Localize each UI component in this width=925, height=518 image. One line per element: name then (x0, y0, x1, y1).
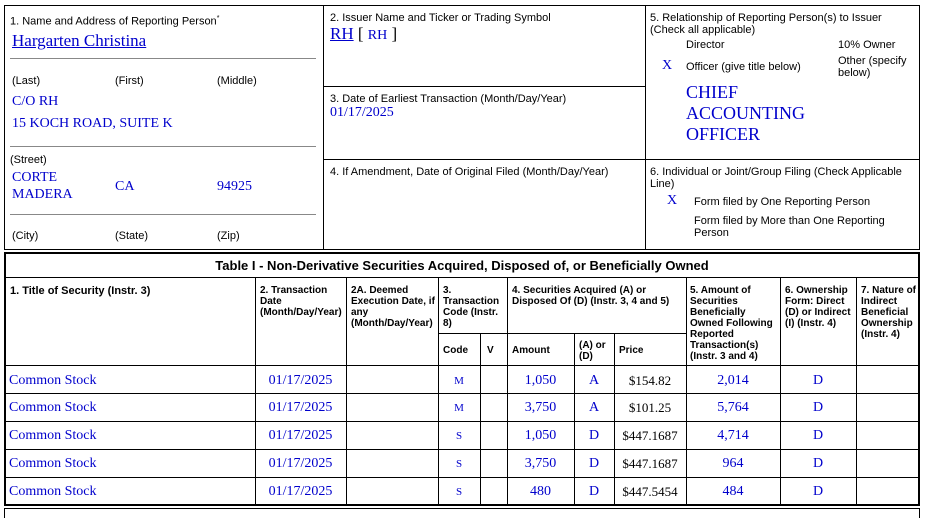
director-label: Director (686, 39, 725, 51)
address-line1: C/O RH (12, 94, 59, 109)
ticker-open: [ (357, 24, 364, 43)
cell-a-or-d: A (588, 400, 600, 415)
col-divider (856, 278, 857, 506)
cell-a-or-d: D (588, 456, 600, 471)
cell-price: $154.82 (628, 373, 672, 388)
issuer-ticker-line (330, 23, 397, 46)
header-a-or-d: (A) or (D) (579, 340, 606, 362)
cell-owned: 5,764 (717, 400, 749, 415)
table-title: Table I - Non-Derivative Securities Acquired, Disposed of, or Beneficially Owned (215, 258, 709, 273)
cell-amount: 480 (530, 484, 551, 499)
zip-value: 94925 (217, 179, 252, 194)
ticker-value: RH (367, 28, 388, 43)
row-divider (4, 421, 920, 422)
filing-label: 6. Individual or Joint/Group Filing (Check Applicable Line) (650, 166, 902, 190)
cell-ownership-form: D (812, 484, 824, 499)
col-divider (574, 333, 575, 506)
cell-owned: 4,714 (717, 428, 749, 443)
col-divider (614, 333, 615, 506)
header-amount: Amount (512, 345, 550, 356)
col-divider (346, 278, 347, 506)
earliest-transaction-label: 3. Date of Earliest Transaction (Month/Day/Year) (330, 93, 567, 105)
officer-title-line3: OFFICER (686, 124, 761, 144)
cell-price: $101.25 (628, 400, 672, 415)
next-table-edge (4, 508, 920, 518)
street-label: (Street) (10, 154, 47, 166)
cell-a-or-d: D (588, 484, 600, 499)
filing-one-label: Form filed by One Reporting Person (694, 196, 871, 208)
officer-title-line2: ACCOUNTING (686, 103, 805, 123)
cell-amount: 1,050 (524, 373, 557, 388)
address-underline (10, 146, 316, 147)
cell-date: 01/17/2025 (268, 484, 333, 499)
middle-label: (Middle) (217, 75, 257, 87)
header-ownership-form: 6. Ownership Form: Direct (D) or Indirect (I) (Instr. 4) (785, 285, 851, 329)
state-label: (State) (115, 230, 149, 242)
cell-code: S (455, 430, 463, 442)
header-bottom-line (4, 365, 920, 366)
cell-price: $447.1687 (622, 428, 678, 443)
cell-ownership-form: D (812, 373, 824, 388)
cell-title: Common Stock (9, 456, 97, 471)
cell-code: S (455, 458, 463, 470)
cell-amount: 1,050 (524, 428, 557, 443)
cell-a-or-d: D (588, 428, 600, 443)
reporting-person-label: 1. Name and Address of Reporting Person* (10, 15, 220, 28)
last-label: (Last) (12, 75, 41, 87)
cell-code: S (455, 486, 463, 498)
header-transaction-code: 3. Transaction Code (Instr. 8) (443, 285, 500, 329)
cell-owned: 2,014 (717, 373, 749, 388)
header-transaction-date: 2. Transaction Date (Month/Day/Year) (260, 285, 342, 318)
cell-amount: 3,750 (524, 456, 557, 471)
cell-owned: 484 (722, 484, 744, 499)
relationship-label: 5. Relationship of Reporting Person(s) to Issuer (650, 12, 882, 24)
cell-amount: 3,750 (524, 400, 557, 415)
officer-label: Officer (give title below) (686, 61, 801, 73)
cell-date: 01/17/2025 (268, 428, 333, 443)
cell-ownership-form: D (812, 400, 824, 415)
cell-owned: 964 (722, 456, 744, 471)
asterisk: * (216, 15, 220, 22)
cell-date: 01/17/2025 (268, 400, 333, 415)
amendment-label: 4. If Amendment, Date of Original Filed (Month/Day/Year) (330, 166, 609, 178)
header-v: V (487, 345, 494, 356)
cell-title: Common Stock (9, 373, 97, 388)
officer-title-line1: CHIEF (686, 82, 739, 102)
earliest-transaction-date: 01/17/2025 (330, 105, 394, 120)
other-label: Other (specify below) (838, 55, 907, 79)
header-amount-owned: 5. Amount of Securities Beneficially Owned Following Reported Transaction(s) (Instr. 3 and 4) (690, 285, 773, 362)
zip-label: (Zip) (217, 230, 240, 242)
cell-title: Common Stock (9, 428, 97, 443)
first-label: (First) (115, 75, 144, 87)
header-securities-acquired: 4. Securities Acquired (A) or Disposed Of (D) (Instr. 3, 4 and 5) (512, 285, 670, 307)
header-nature-indirect: 7. Nature of Indirect Beneficial Ownership (Instr. 4) (861, 285, 917, 340)
cell-ownership-form: D (812, 428, 824, 443)
row-divider (4, 477, 920, 478)
reporting-person-name-link[interactable]: Hargarten Christina (12, 31, 147, 50)
ticker-close: ] (391, 24, 398, 43)
col-divider (480, 333, 481, 506)
city-value: CORTE MADERA (12, 170, 73, 202)
subheader-divider (438, 333, 686, 334)
cell-ownership-form: D (812, 456, 824, 471)
row-divider (4, 393, 920, 394)
cell-title: Common Stock (9, 484, 97, 499)
cell-price: $447.5454 (622, 484, 678, 499)
address-line2: 15 KOCH ROAD, SUITE K (12, 116, 173, 131)
header-price: Price (619, 345, 644, 356)
filing-more-label: Form filed by More than One Reporting Person (694, 215, 885, 239)
cell-code: M (454, 375, 464, 387)
header-deemed-execution-date: 2A. Deemed Execution Date, if any (Month/Day/Year) (351, 285, 435, 329)
name-underline (10, 58, 316, 59)
header-title-of-security: 1. Title of Security (Instr. 3) (10, 285, 151, 297)
state-value: CA (115, 179, 135, 194)
cell-date: 01/17/2025 (268, 456, 333, 471)
filing-one-check-mark: X (667, 193, 678, 208)
ten-pct-owner-label: 10% Owner (838, 39, 896, 51)
cell-a-or-d: A (588, 373, 600, 388)
cell-date: 01/17/2025 (268, 373, 333, 388)
header-code: Code (443, 345, 468, 356)
issuer-label: 2. Issuer Name and Ticker or Trading Symbol (330, 12, 551, 24)
city-underline (10, 214, 316, 215)
issuer-name-link[interactable]: RH (330, 24, 354, 43)
cell-code: M (454, 402, 464, 414)
relationship-sublabel: (Check all applicable) (650, 24, 756, 36)
officer-check-mark: X (662, 58, 673, 73)
city-label: (City) (12, 230, 39, 242)
cell-price: $447.1687 (622, 456, 678, 471)
cell-title: Common Stock (9, 400, 97, 415)
row-divider (4, 449, 920, 450)
